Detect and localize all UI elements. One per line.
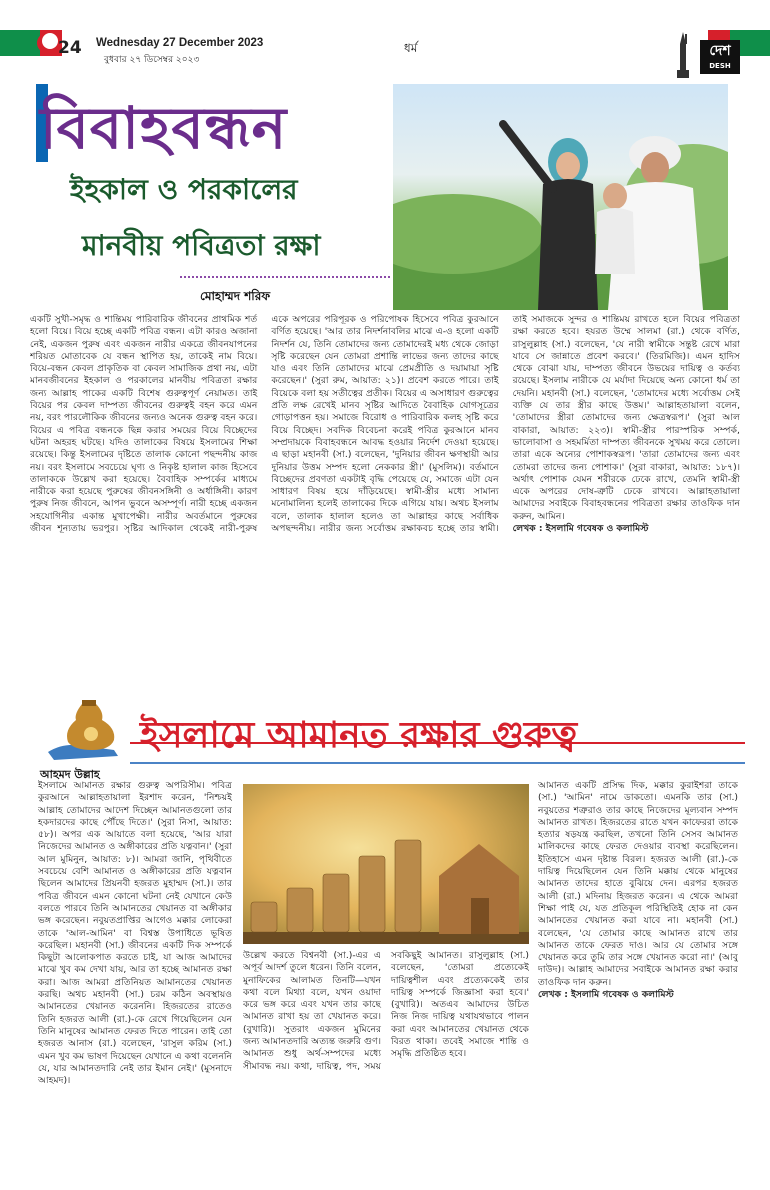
coins-house-photo xyxy=(243,784,529,944)
masthead xyxy=(0,0,770,78)
article1-body-text: একটি সুখী-সমৃদ্ধ ও শান্তিময় পারিবারিক জীবনের প্রাথমিক শর্ত হলো বিয়ে। বিয়ে হচ্ছে একটি পবিত্র বন্ধন। এটা কারও অজানা নেই, একজন পুরুষ এবং একজন নারীর একত্রে জীবনযাপনের শরিয়ত মোতাবেক যে বন্ধন স্থাপিত হয়, তাকেই নাম বিয়ে। বিয়ে-বন্ধন কেবল প্রাকৃতিক বা কেবল সামাজিক প্রথা নয়, এটা মানবজীবনের ইহকাল ও পরকালের মানবীয় পবিত্রতা রক্ষার জন্য আল্লাহ পাকের একটি বিশেষ গুরুত্বপূর্ণ নেয়ামত। তাই বিয়ের পর কেবল দাম্পত্য জীবনের গুরুত্বই বহন করে এমন নয়, বরং পারলৌকিক জীবনের জন্যও অনেক গুরুত্ব বহন করে। বিয়ের এ পবিত্র বন্ধনকে ছিন্ন করার সময়ের বিয়ে বিচ্ছেদের ঘটনা অহরহ ঘটছে। যদিও তালাকের বিষয়ে ইসলামের শিক্ষা রয়েছে। কিন্তু ইসলামের দৃষ্টিতে তালাক কোনো পছন্দনীয় কাজ নয়। বরং ইসলামে সবচেয়ে ঘৃণ্য ও নিকৃষ্ট হালাল কাজ হিসেবে তালাককে উল্লেখ করা হয়েছে। বৈবাহিক সম্পর্কের মাধ্যমে নারীকে করা হয়েছে পুরুষের জীবনসঙ্গিনী ও অর্ধাঙ্গিনী। কারণ পুরুষ নিজ জীবনে, আপন ভুবনে অসম্পূর্ণ। নারী হচ্ছে একজন সহযোগিনীর একান্ত মুখাপেক্ষী। নারীর অবর্তমানে পুরুষের জীবন শূন্যতায় ভরপুর। সৃষ্টির আদিকাল থেকেই নারী-পুরুষ একে অপরের পরিপূরক ও পরিপোষক হিসেবে পবিত্র কুরআনে বর্ণিত হয়েছে। 'আর তার নিদর্শনাবলির মাঝে এ-ও হলো একটি নিদর্শন যে, তিনি তোমাদের জন্য তোমাদেরই মধ্য থেকে জোড়া সৃষ্টি করেছেন যেন তোমরা প্রশান্তি লাভের জন্য তাদের কাছে যাও এবং তিনি তোমাদের মাঝে প্রেমপ্রীতি ও দয়ামায়া সৃষ্টি করেছেন।' (সুরা রুম, আয়াত: ২১)। প্রবেশ করতে পারে। তাই বিয়েকে বলা হয় সতীত্বের প্রতীক। বিয়ের এ অসাধারণ গুরুত্বের প্রতি লক্ষ রেখেই মানব সৃষ্টির আদিতে বৈবাহিক যোগসূত্রের গোড়াপত্তন হয়। সমাজে বিরোধ ও পারিবারিক কলহ সৃষ্টি করে বিয়ে বিচ্ছেদ। সবদিক বিবেচনা করেই পবিত্র কুরআনে মানব সম্প্রদায়কে বিবাহবন্ধনে আবদ্ধ হওয়ার নির্দেশ দেওয়া হয়েছে। এ ছাড়া মহানবী (সা.) বলেছেন, 'দুনিয়ার জীবন ক্ষণস্থায়ী আর দুনিয়ার উত্তম সম্পদ হলো নেককার স্ত্রী।' (মুসলিম)। বর্তমানে বিচ্ছেদের প্রবণতা একটাই বৃদ্ধি পেয়েছে যে, সমাজে এটা যেন সাধারণ বিষয় হয়ে দাঁড়িয়েছে। স্বামী-স্ত্রীর মধ্যে সামান্য মনোমালিন্য হলেই তালাকের দিকে এগিয়ে যায়। অথচ ইসলাম বলে, তালাক হালাল হলেও তা আল্লাহর কাছে সর্বাধিক অপছন্দনীয়। নারীর জন্য সর্বোত্তম রক্ষাকবচ হচ্ছে তার স্বামী। তাই সমাজকে সুন্দর ও শান্তিময় রাখতে হলে বিয়ের পবিত্রতা রক্ষা করতে হবে। হযরত উম্মে সালমা (রা.) থেকে বর্ণিত, রাসুলুল্লাহ (সা.) বলেছেন, 'যে নারী স্বামীকে সন্তুষ্ট রেখে মারা যাবে সে জান্নাতে প্রবেশ করবে।' (তিরমিজি)। এমন হাদিস থেকে বোঝা যায়, দাম্পত্য জীবনে উভয়ের দায়িত্ব ও কর্তব্য রয়েছে। ইসলাম নারীকে যে মর্যাদা দিয়েছে অন্য কোনো ধর্ম তা দেয়নি। মহানবী (সা.) বলেছেন, 'তোমাদের মধ্যে সর্বোত্তম সেই ব্যক্তি যে তার স্ত্রীর কাছে উত্তম।' আল্লাহতায়ালা বলেন, 'তোমাদের স্ত্রীরা তোমাদের জন্য ক্ষেত্রস্বরূপ।' (সুরা আল বাকারা, আয়াত: ২২৩)। স্বামী-স্ত্রীর পারস্পরিক সম্পর্ক, ভালোবাসা ও সহমর্মিতা দাম্পত্য জীবনকে সুখময় করে তোলে। তারা একে অন্যের পোশাকস্বরূপ। 'তারা তোমাদের জন্য এবং তোমরা তাদের জন্য পোশাক।' (সুরা বাকারা, আয়াত: ১৮৭)। অর্থাৎ পোশাক যেমন শরীরকে ঢেকে রাখে, তেমনি স্বামী-স্ত্রী একে অপরের দোষ-ত্রুটি ঢেকে রাখবে। আল্লাহতায়ালা আমাদের সবাইকে বিবাহবন্ধনের পবিত্রতা রক্ষার তাওফিক দান করুন, আমিন। xyxy=(30,314,740,535)
article2-body-left-text: ইসলামে আমানত রক্ষার গুরুত্ব অপরিসীম। পবিত্র কুরআনে আল্লাহতায়ালা ইরশাদ করেন, 'নিশ্চয়ই আল্লাহ তোমাদের আদেশ দিচ্ছেন আমানতগুলো তার হকদারদের কাছে পৌঁছে দিতে।' (সুরা নিসা, আয়াত: ৫৮)। অপর এক আয়াতে বলা হয়েছে, 'আর যারা নিজেদের আমানত ও অঙ্গীকারের প্রতি যত্নবান।' (সুরা আল মুমিনুন, আয়াত: ৮)। আমরা জানি, পৃথিবীতে সবচেয়ে বেশি আমানত ও অঙ্গীকারের প্রতি যত্নবান ছিলেন আমাদের প্রিয়নবী হজরত মুহাম্মদ (সা.)। তার পবিত্র জীবনে এমন কোনো ঘটনা নেই যেখানে কেউ বলতে পারবে তিনি আমানতের খেয়ানত বা অঙ্গীকার ভঙ্গ করেছেন। নবুয়তপ্রাপ্তির আগেও মক্কার লোকেরা তাকে 'আল-আমিন' বা বিশ্বস্ত উপাধিতে ভূষিত করেছিল। মহানবী (সা.) জীবনের একটি দিক সম্পর্কে কিছুটা আলোকপাত করতে চাই, যা আজ আমাদের মাঝে খুব কম দেখা যায়, আর তা হচ্ছে আমানত রক্ষা করা। আজ আমরা প্রতিনিয়ত আমানতের খেয়ানত করছি। অথচ মহানবী (সা.) চরম কঠিন অবস্থায়ও আমানতের খেয়ানত করেননি। হিজরতের রাতেও তিনি হজরত আলী (রা.)-কে রেখে গিয়েছিলেন যেন তিনি মানুষের আমানত ফেরত দিতে পারেন। তাই তো হজরত আনাস (রা.) বলেছেন, 'রাসুল করিম (সা.) এমন খুব কম ভাষণ দিয়েছেন যেখানে এ কথা বলেননি যে, যার আমানতদারি নেই তার ইমান নেই।' (মুসনাদে আহমদ)। xyxy=(38,780,232,1087)
desh-logo: দেশ DESH xyxy=(700,40,740,74)
article1-subhead-1: ইহকাল ও পরকালের xyxy=(70,173,298,206)
article2-body-right xyxy=(538,780,738,1180)
article2-body-left xyxy=(38,780,232,1180)
page-number: 24 xyxy=(58,38,82,58)
article2-body-middle xyxy=(243,950,529,1182)
article1-headline: বিবাহবন্ধন xyxy=(40,94,288,162)
article2-footer: লেখক : ইসলামি গবেষক ও কলামিস্ট xyxy=(538,989,674,1001)
article1-footer: লেখক : ইসলামি গবেষক ও কলামিস্ট xyxy=(512,523,649,535)
statue-icon xyxy=(672,30,694,78)
article2-headline: ইসলামে আমানত রক্ষার গুরুত্ব xyxy=(140,714,578,756)
money-bag-icon xyxy=(44,690,130,762)
article2-author: আহমদ উল্লাহ xyxy=(40,768,100,781)
family-photo xyxy=(393,84,728,310)
section-title: ধর্ম xyxy=(404,41,418,55)
date-bangla: বুধবার ২৭ ডিসেম্বর ২০২৩ xyxy=(104,55,200,65)
article2-body-right-text: আমানত একটি প্রসিদ্ধ দিক, মক্কার কুরাইশরা তাকে (সা.) 'আমিন' নামে ডাকতো। এমনকি তার (সা.) নবুয়তের শত্রুরাও তার কাছে নিজেদের মূল্যবান সম্পদ আমানত রাখত। হিজরতের রাতে যখন কাফেররা তাকে হত্যার ষড়যন্ত্র করছিল, তখনো তিনি সেসব আমানত মালিকদের কাছে ফেরত দেওয়ার ব্যবস্থা করেছিলেন। ইতিহাসে এমন দৃষ্টান্ত বিরল। হজরত আলী (রা.)-কে দায়িত্ব দিয়েছিলেন যেন তিনি মক্কায় থেকে মানুষের আমানত তাদের হাতে বুঝিয়ে দেন। এরপর হজরত আলী (রা.) মদিনায় হিজরত করেন। এ থেকে আমরা শিক্ষা পাই যে, যত প্রতিকূল পরিস্থিতিই হোক না কেন আমানতের খেয়ানত করা যাবে না। মহানবী (সা.) বলেছেন, 'যে তোমার কাছে আমানত রাখে তার আমানত তাকে ফেরত দাও। আর যে তোমার সঙ্গে খেয়ানত করে তুমি তার সঙ্গে খেয়ানত করো না।' (আবু দাউদ)। আল্লাহ আমাদের সবাইকে আমানত রক্ষা করার তাওফিক দান করুন। xyxy=(538,780,738,988)
date-english: Wednesday 27 December 2023 xyxy=(96,37,264,49)
crescent-icon xyxy=(36,30,58,56)
article1-body xyxy=(30,314,740,680)
article1-author: মোহাম্মদ শরিফ xyxy=(200,289,271,303)
article2-body-middle-text: উল্লেখ করতে বিশ্বনবী (সা.)-এর এ অপূর্ব আদর্শ তুলে ধরেন। তিনি বলেন, মুনাফিকের আলামত তিনটি—যখন কথা বলে মিথ্যা বলে, যখন ওয়াদা করে ভঙ্গ করে এবং যখন তার কাছে আমানত রাখা হয় তা খেয়ানত করে। (বুখারি)। সুতরাং একজন মুমিনের জন্য আমানতদারি অত্যন্ত জরুরি গুণ। আমানত শুধু অর্থ-সম্পদের মধ্যে সীমাবদ্ধ নয়। কথা, দায়িত্ব, পদ, সময় সবকিছুই আমানত। রাসুলুল্লাহ (সা.) বলেছেন, 'তোমরা প্রত্যেকেই দায়িত্বশীল এবং প্রত্যেককেই তার দায়িত্ব সম্পর্কে জিজ্ঞাসা করা হবে।' (বুখারি)। অতএব আমাদের উচিত নিজ নিজ দায়িত্ব যথাযথভাবে পালন করা এবং আমানতের খেয়ানত থেকে বিরত থাকা। তবেই সমাজে শান্তি ও সমৃদ্ধি প্রতিষ্ঠিত হবে। xyxy=(243,950,529,1072)
ornament-divider xyxy=(180,276,390,284)
article1-subhead-2: মানবীয় পবিত্রতা রক্ষা xyxy=(82,229,321,262)
